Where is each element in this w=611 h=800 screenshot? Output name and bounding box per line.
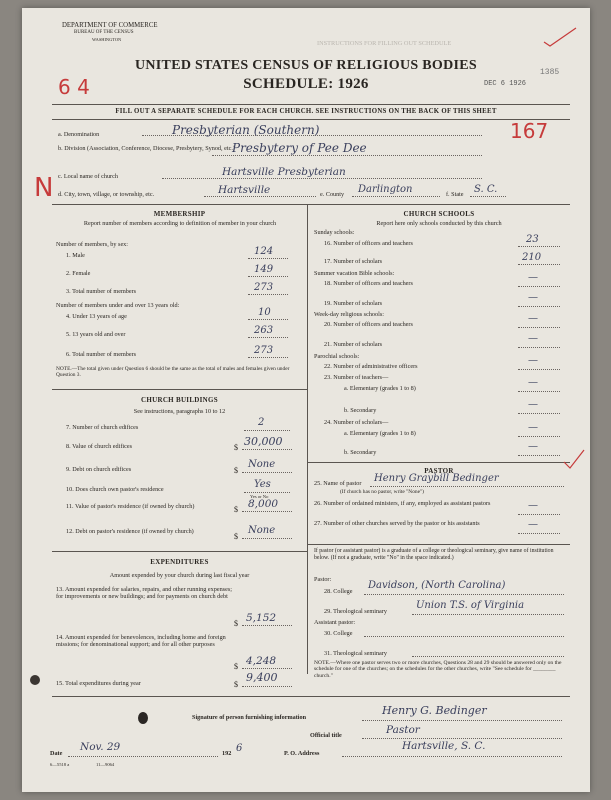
q13-value: 5,152 — [246, 612, 277, 624]
form-number: 6—5518 a — [50, 762, 70, 767]
state-value: S. C. — [474, 184, 498, 195]
city-field-label: d. City, town, village, or township, etc. — [58, 191, 155, 198]
q26-value: — — [528, 500, 538, 511]
denomination-label: a. Denomination — [58, 131, 100, 138]
q5-value: 263 — [254, 325, 274, 336]
q15-value: 9,400 — [246, 671, 278, 684]
q3-value: 273 — [254, 282, 274, 293]
signature-label: Signature of person furnishing information — [192, 714, 307, 721]
q27-field[interactable] — [518, 524, 560, 534]
city-label: WASHINGTON — [92, 37, 122, 42]
rule — [52, 119, 570, 120]
q23-label: 23. Number of teachers— — [324, 374, 389, 381]
parochial-label: Parochial schools: — [314, 353, 360, 360]
q23b-field[interactable] — [518, 404, 560, 414]
q21-label: 21. Number of scholars — [324, 341, 383, 348]
q22-field[interactable] — [518, 360, 560, 370]
q23b-value: — — [528, 399, 538, 410]
q28-value: Davidson, (North Carolina) — [368, 580, 506, 591]
rule — [52, 696, 570, 697]
signature-value: Henry G. Bedinger — [382, 704, 487, 717]
q12-value: None — [248, 525, 276, 536]
membership-note: NOTE.—The total given under Question 6 should be the same as the total of males and females given under Question 3. — [56, 366, 290, 379]
q24a-field[interactable] — [518, 427, 560, 437]
q18-value: — — [528, 272, 538, 283]
city-value: Hartsville — [218, 184, 271, 196]
q5-label: 5. 13 years old and over — [66, 331, 126, 338]
q4-value: 10 — [258, 307, 271, 318]
grad-note: If pastor (or assistant pastor) is a graduate of a college or theological seminary, give name of institution below. (If not a graduate, write "No" in the space indicated.) — [314, 548, 554, 561]
page-title: UNITED STATES CENSUS OF RELIGIOUS BODIES — [134, 58, 477, 73]
q24b-field[interactable] — [518, 446, 560, 456]
ink-blot — [30, 675, 40, 685]
q12-label: 12. Debt on pastor's residence (if owned by church) — [66, 528, 194, 535]
rule — [308, 462, 570, 463]
q21-value: — — [528, 333, 538, 344]
q20-label: 20. Number of officers and teachers — [324, 321, 413, 328]
fill-out-banner: FILL OUT A SEPARATE SCHEDULE FOR EACH CHURCH. SEE INSTRUCTIONS ON THE BACK OF THIS SHEET — [115, 108, 497, 115]
q19-field[interactable] — [518, 297, 560, 307]
q6-value: 273 — [254, 345, 274, 356]
state-label: f. State — [446, 191, 464, 198]
q9-value: None — [248, 459, 276, 470]
q14-dollar: $ — [234, 662, 238, 671]
q16-value: 23 — [526, 234, 539, 245]
red-mark-left: 6 4 — [58, 75, 90, 99]
q2-label: 2. Female — [66, 270, 91, 277]
summer-label: Summer vacation Bible schools: — [314, 270, 395, 277]
q31-label: 31. Theological seminary — [324, 650, 387, 657]
q2-value: 149 — [254, 264, 274, 275]
county-label: e. County — [320, 191, 345, 198]
column-divider — [307, 204, 308, 674]
q7-label: 7. Number of church edifices — [66, 424, 139, 431]
q19-label: 19. Number of scholars — [324, 300, 383, 307]
by-sex-label: Number of members, by sex: — [56, 241, 128, 248]
po-address-value: Hartsville, S. C. — [402, 740, 486, 752]
q25-note: (If church has no pastor, write "None") — [340, 489, 424, 495]
q6-label: 6. Total number of members — [66, 351, 137, 358]
membership-intro: Report number of members according to definition of member in your church — [83, 220, 277, 227]
pastor-title: PASTOR — [424, 467, 454, 475]
q1-label: 1. Male — [66, 252, 85, 259]
membership-title: MEMBERSHIP — [153, 210, 206, 218]
q11-value: 8,000 — [248, 498, 279, 510]
faint-instructions: INSTRUCTIONS FOR FILLING OUT SCHEDULE — [317, 40, 452, 47]
q11-label: 11. Value of pastor's residence (if owned by church) — [66, 503, 195, 510]
bureau-label: BUREAU OF THE CENSUS — [74, 30, 134, 35]
rule — [52, 104, 570, 105]
q3-label: 3. Total number of members — [66, 288, 137, 295]
q17-label: 17. Number of scholars — [324, 258, 383, 265]
q18-field[interactable] — [518, 277, 560, 287]
q12-dollar: $ — [234, 532, 238, 541]
red-mark-side: N — [34, 173, 54, 203]
q13-label: 13. Amount expended for salaries, repairs, and other running expenses; for improvements or new buildings; and for payments on church debt — [56, 586, 232, 601]
q24b-label: b. Secondary — [344, 449, 377, 456]
q31-field[interactable] — [412, 647, 564, 657]
q23a-value: — — [528, 377, 538, 388]
yes-no-hint: Yes or No — [250, 494, 269, 499]
q26-field[interactable] — [518, 505, 560, 515]
q17-value: 210 — [522, 252, 542, 263]
q15-label: 15. Total expenditures during year — [56, 680, 141, 687]
q23a-field[interactable] — [518, 382, 560, 392]
q9-dollar: $ — [234, 466, 238, 475]
q16-field[interactable] — [518, 237, 560, 247]
red-mark-right: 167 — [510, 119, 549, 143]
q8-value: 30,000 — [244, 435, 283, 448]
local-name-value: Hartsville Presbyterian — [222, 166, 346, 178]
q19-value: — — [528, 292, 538, 303]
po-address-label: P. O. Address — [284, 750, 320, 757]
division-label: b. Division (Association, Conference, Diocese, Presbytery, Synod, etc.) — [58, 145, 235, 152]
q24-label: 24. Number of scholars— — [324, 419, 389, 426]
q23b-label: b. Secondary — [344, 407, 377, 414]
q26-label: 26. Number of ordained ministers, if any, employed as assistant pastors — [314, 500, 491, 507]
q10-value: Yes — [254, 479, 271, 490]
local-name-label: c. Local name of church — [58, 173, 118, 180]
q14-label: 14. Amount expended for benevolences, including home and foreign missions; for denominational support; and for all other purposes — [56, 634, 226, 649]
schools-title: CHURCH SCHOOLS — [403, 210, 475, 218]
page-subtitle: SCHEDULE: 1926 — [243, 76, 369, 92]
date-label: Date — [50, 750, 63, 757]
q24a-label: a. Elementary (grades 1 to 8) — [344, 430, 416, 437]
sunday-label: Sunday schools: — [314, 229, 355, 236]
buildings-title: CHURCH BUILDINGS — [141, 396, 218, 404]
q22-value: — — [528, 355, 538, 366]
schools-intro: Report here only schools conducted by this church — [376, 220, 502, 227]
q8-label: 8. Value of church edifices — [66, 443, 133, 450]
red-check-icon — [542, 26, 578, 48]
weekday-label: Week-day religious schools: — [314, 311, 384, 318]
q27-label: 27. Number of other churches served by the pastor or his assistants — [314, 520, 480, 527]
q27-value: — — [528, 519, 538, 530]
q1-value: 124 — [254, 246, 274, 257]
q7-value: 2 — [258, 417, 265, 428]
q18-label: 18. Number of officers and teachers — [324, 280, 413, 287]
age-intro: Number of members under and over 13 years old: — [56, 302, 180, 309]
buildings-intro: See instructions, paragraphs 10 to 12 — [133, 408, 226, 415]
year-value: 6 — [236, 743, 243, 754]
q25-label: 25. Name of pastor — [314, 480, 362, 487]
q20-value: — — [528, 313, 538, 324]
q4-label: 4. Under 13 years of age — [66, 313, 127, 320]
form-number-2: 11—9064 — [96, 762, 115, 767]
census-schedule-page — [22, 8, 590, 792]
q29-value: Union T.S. of Virginia — [416, 600, 525, 611]
q28-label: 28. College — [324, 588, 353, 595]
rule — [52, 389, 307, 390]
q29-label: 29. Theological seminary — [324, 608, 387, 615]
assistant-sub-label: Assistant pastor: — [314, 619, 356, 626]
official-title-value: Pastor — [386, 724, 420, 736]
pastor-note: NOTE.—Where one pastor serves two or more churches, Questions 28 and 29 should be answered only on the schedule for one of the churches; on the schedules for the other churches, write "See schedule for ________ church." — [314, 660, 562, 679]
date-value: Nov. 29 — [80, 741, 121, 753]
official-title-label: Official title — [310, 732, 342, 739]
denomination-value: Presbyterian (Southern) — [172, 123, 320, 137]
pastor-sub-label: Pastor: — [314, 576, 332, 583]
q14-value: 4,248 — [246, 655, 277, 667]
stamp-number: 1385 — [540, 68, 560, 77]
expenditures-intro: Amount expended by your church during last fiscal year — [109, 572, 250, 579]
q11-dollar: $ — [234, 505, 238, 514]
q30-label: 30. College — [324, 630, 353, 637]
year-prefix: 192 — [222, 750, 232, 757]
rule — [52, 551, 307, 552]
rule — [52, 204, 570, 205]
q9-label: 9. Debt on church edifices — [66, 466, 132, 473]
red-check-icon — [562, 448, 586, 470]
ink-blot — [138, 712, 148, 724]
q13-dollar: $ — [234, 619, 238, 628]
q21-field[interactable] — [518, 338, 560, 348]
received-stamp: DEC 6 1926 — [484, 80, 527, 88]
q8-dollar: $ — [234, 443, 238, 452]
q25-value: Henry Graybill Bedinger — [374, 473, 499, 484]
division-value: Presbytery of Pee Dee — [232, 141, 367, 155]
q30-field[interactable] — [364, 627, 564, 637]
rule — [308, 544, 570, 545]
q22-label: 22. Number of administrative officers — [324, 363, 418, 370]
q10-label: 10. Does church own pastor's residence — [66, 486, 164, 493]
expenditures-title: EXPENDITURES — [150, 558, 209, 566]
dept-label: DEPARTMENT OF COMMERCE — [62, 22, 158, 29]
q15-dollar: $ — [234, 680, 238, 689]
q7-field[interactable] — [244, 421, 290, 431]
q16-label: 16. Number of officers and teachers — [324, 240, 413, 247]
q20-field[interactable] — [518, 318, 560, 328]
county-value: Darlington — [358, 184, 413, 195]
q23a-label: a. Elementary (grades 1 to 8) — [344, 385, 416, 392]
q24a-value: — — [528, 422, 538, 433]
q24b-value: — — [528, 441, 538, 452]
